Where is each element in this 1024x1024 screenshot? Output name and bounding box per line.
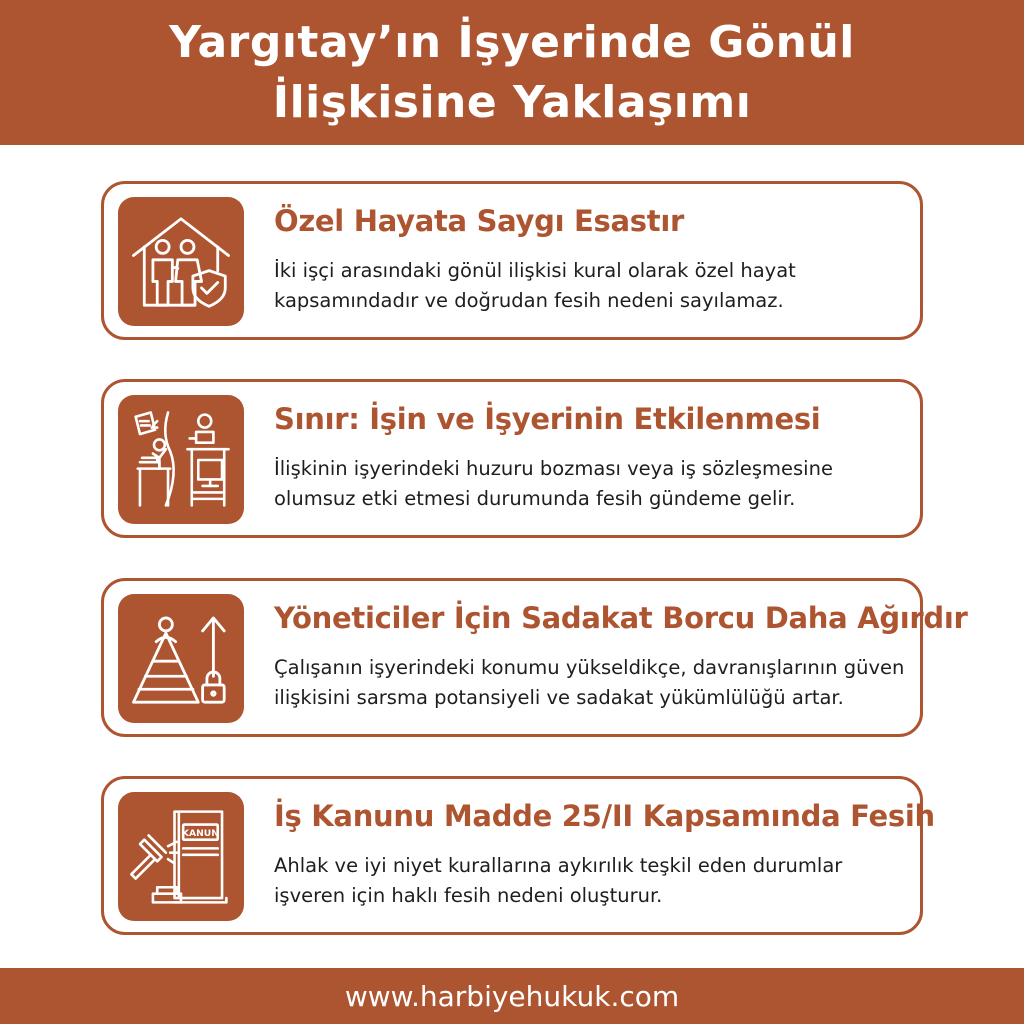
footer-banner [0, 968, 1024, 1024]
website-link[interactable]: www.harbiyehukuk.com [344, 979, 680, 1013]
card-title: İş Kanunu Madde 25/II Kapsamında Fesih [274, 799, 935, 833]
card-title: Yöneticiler İçin Sadakat Borcu Daha Ağırdır [274, 601, 968, 635]
page-title [169, 13, 855, 133]
office-conflict-icon [118, 395, 244, 524]
card-manager-loyalty [101, 578, 968, 737]
page-title-line-2: İlişkisine Yaklaşımı [272, 76, 752, 128]
hierarchy-pyramid-lock-icon [118, 594, 244, 723]
card-title: Özel Hayata Saygı Esastır [274, 204, 684, 238]
card-text: İlişkinin işyerindeki huzuru bozması veya iş sözleşmesine olumsuz etki etmesi durumunda fesih gündeme gelir. [274, 457, 833, 510]
svg-text:KANUN: KANUN [181, 827, 219, 839]
card-text: Ahlak ve iyi niyet kurallarına aykırılık teşkil eden durumlar işveren için haklı fesih nedeni oluşturur. [274, 854, 843, 907]
page-title-line-1: Yargıtay’ın İşyerinde Gönül [169, 16, 855, 68]
header-banner [0, 0, 1024, 145]
card-text: Çalışanın işyerindeki konumu yükseldikçe, davranışlarının güven ilişkisini sarsma potansiyeli ve sadakat yükümlülüğü artar. [274, 656, 905, 709]
gavel-law-book-icon [118, 792, 244, 921]
card-workplace-limit [101, 379, 923, 538]
card-title: Sınır: İşin ve İşyerinin Etkilenmesi [274, 402, 821, 436]
house-couple-shield-icon [118, 197, 244, 326]
card-private-life [101, 181, 923, 340]
card-text: İki işçi arasındaki gönül ilişkisi kural olarak özel hayat kapsamındadır ve doğrudan fesih nedeni sayılamaz. [274, 259, 796, 312]
card-labour-law [101, 776, 935, 935]
